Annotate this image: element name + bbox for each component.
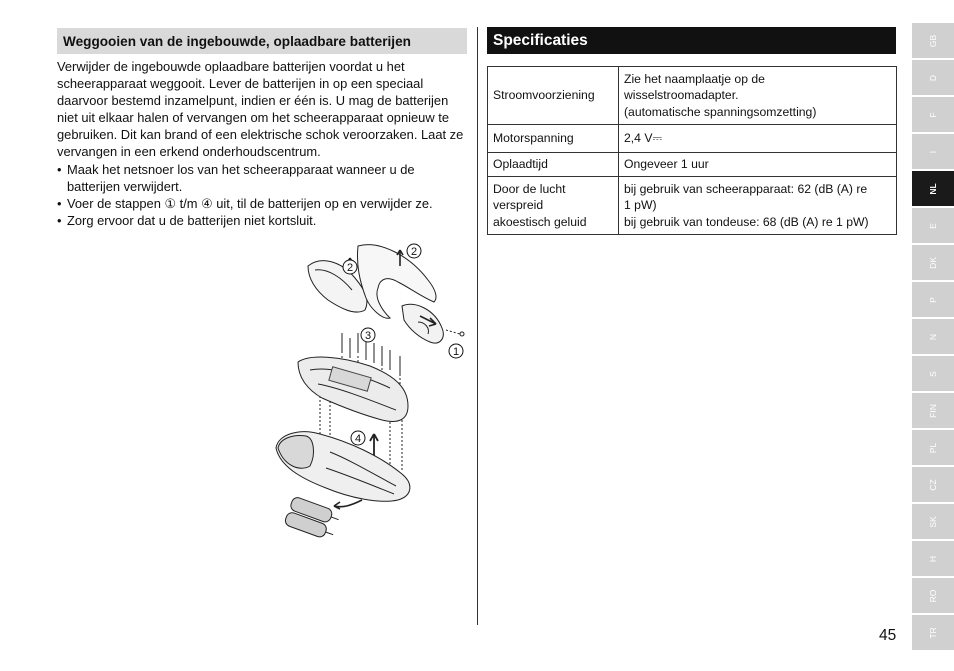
language-tab-i[interactable]: I bbox=[912, 134, 954, 169]
spec-value: Ongeveer 1 uur bbox=[619, 153, 897, 177]
language-tab-d[interactable]: D bbox=[912, 60, 954, 95]
page-number: 45 bbox=[879, 627, 897, 644]
spec-value: bij gebruik van scheerapparaat: 62 (dB (A) re 1 pW) bij gebruik van tondeuse: 68 (dB (A) re 1 pW) bbox=[619, 177, 897, 235]
step-2-label-right bbox=[407, 244, 421, 258]
disposal-bullets bbox=[57, 161, 467, 229]
bullet-item: • Maak het netsnoer los van het scheerapparaat wanneer u de batterijen verwijdert. bbox=[57, 161, 467, 195]
language-tab-ro[interactable]: RO bbox=[912, 578, 954, 613]
spec-value: Zie het naamplaatje op de wisselstroomadapter. (automatische spanningsomzetting) bbox=[619, 67, 897, 125]
svg-text:2: 2 bbox=[346, 262, 354, 274]
language-tab-tr[interactable]: TR bbox=[912, 615, 954, 650]
language-tab-fin[interactable]: FIN bbox=[912, 393, 954, 428]
bullet-item: • Zorg ervoor dat u de batterijen niet kortsluit. bbox=[57, 212, 467, 229]
svg-text:3: 3 bbox=[364, 330, 372, 342]
language-tab-n[interactable]: N bbox=[912, 319, 954, 354]
table-row bbox=[488, 125, 897, 153]
language-tabs bbox=[912, 23, 954, 652]
section-heading-disposal: Weggooien van de ingebouwde, oplaadbare batterijen bbox=[57, 28, 467, 54]
table-row bbox=[488, 177, 897, 235]
language-tab-e[interactable]: E bbox=[912, 208, 954, 243]
step-2-label-left bbox=[343, 260, 357, 274]
language-tab-nl[interactable]: NL bbox=[912, 171, 954, 206]
table-row bbox=[488, 67, 897, 125]
spec-value: 2,4 V⎓ bbox=[619, 125, 897, 153]
disposal-text bbox=[57, 58, 467, 229]
svg-text:2: 2 bbox=[410, 246, 418, 258]
battery-removal-illustration bbox=[270, 238, 480, 538]
language-tab-pl[interactable]: PL bbox=[912, 430, 954, 465]
table-row bbox=[488, 153, 897, 177]
svg-text:1: 1 bbox=[452, 346, 460, 358]
language-tab-dk[interactable]: DK bbox=[912, 245, 954, 280]
spec-key: Stroomvoorziening bbox=[488, 67, 619, 125]
language-tab-sk[interactable]: SK bbox=[912, 504, 954, 539]
step-3-label bbox=[361, 328, 375, 342]
spec-key: Oplaadtijd bbox=[488, 153, 619, 177]
language-tab-f[interactable]: F bbox=[912, 97, 954, 132]
column-divider bbox=[477, 27, 478, 625]
spec-key: Door de lucht verspreid akoestisch geluid bbox=[488, 177, 619, 235]
svg-text:4: 4 bbox=[354, 433, 362, 445]
section-heading-specifications: Specificaties bbox=[487, 27, 896, 54]
spec-key: Motorspanning bbox=[488, 125, 619, 153]
step-1-label bbox=[449, 344, 463, 358]
disposal-paragraph: Verwijder de ingebouwde oplaadbare batterijen voordat u het scheerapparaat weggooit. Lever de batterijen in op een speciaal daarvoor bestemd inzamelpunt, indien er één is. U mag de batterijen niet uit elkaar halen of vervangen om het scheerapparaat opnieuw te gebruiken. Dit kan brand of een elektrische schok veroorzaken. Laat ze vervangen in een erkend onderhoudscentrum. bbox=[57, 59, 464, 160]
step-4-label bbox=[351, 431, 365, 445]
bullet-item: • Voer de stappen ① t/m ④ uit, til de batterijen op en verwijder ze. bbox=[57, 195, 467, 212]
language-tab-gb[interactable]: GB bbox=[912, 23, 954, 58]
language-tab-s[interactable]: S bbox=[912, 356, 954, 391]
language-tab-cz[interactable]: CZ bbox=[912, 467, 954, 502]
specifications-table bbox=[487, 66, 897, 235]
language-tab-p[interactable]: P bbox=[912, 282, 954, 317]
language-tab-h[interactable]: H bbox=[912, 541, 954, 576]
